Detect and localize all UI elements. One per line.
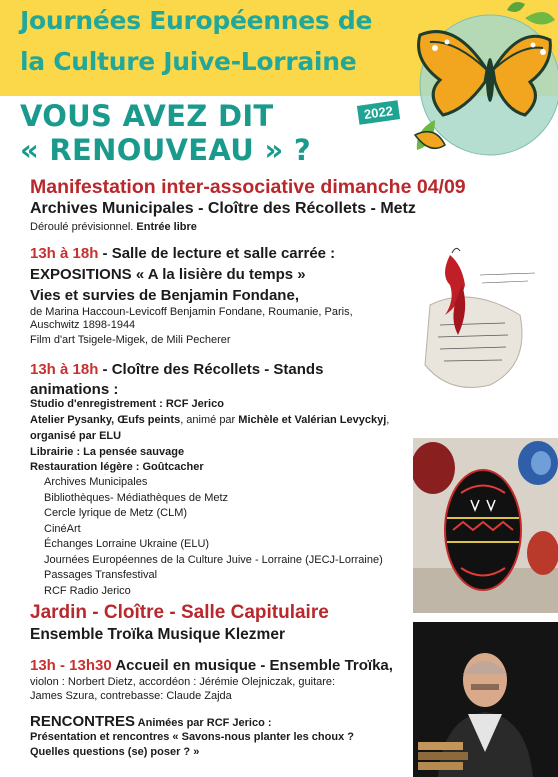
event-note [30, 221, 197, 233]
stand-list-item: Archives Municipales [44, 476, 148, 488]
event-note-bold: Entrée libre [136, 221, 197, 233]
headline-line1: VOUS AVEZ DIT [20, 99, 274, 133]
atelier-end: , [386, 414, 390, 426]
stand-list-item: Passages Transfestival [44, 569, 158, 581]
stands-restauration: Restauration légère : Goûtcacher [30, 461, 204, 473]
fondane-artwork-image [410, 245, 558, 400]
stands-organised: organisé par ELU [30, 430, 122, 442]
header-title-line1: Journées Européennes de [20, 6, 373, 35]
accueil-title: Accueil en musique - Ensemble Troïka, [111, 657, 393, 674]
stand-list-item: Bibliothèques- Médiathèques de Metz [44, 491, 229, 504]
musician-photo [413, 622, 558, 777]
jardin-title: Jardin - Cloître - Salle Capitulaire [30, 602, 329, 623]
jardin-ensemble: Ensemble Troïka Musique Klezmer [30, 626, 285, 643]
year-badge: 2022 [357, 100, 400, 125]
exhibition-film: Film d'art Tsigele-Migek, de Mili Pecherer [30, 334, 231, 346]
rencontres-line1: Présentation et rencontres « Savons-nous planter les choux ? [30, 731, 354, 743]
headline-line2: « RENOUVEAU » ? [20, 133, 312, 167]
stands-atelier [30, 414, 389, 426]
exhibition-time: 13h à 18h [30, 245, 99, 262]
event-note-plain: Déroulé prévisionnel. [30, 221, 137, 233]
stand-list-item: Journées Européennes de la Culture Juive - Lorraine (JECJ-Lorraine) [44, 553, 383, 566]
rencontres-heading [30, 713, 272, 730]
pysanky-eggs-image [413, 438, 558, 613]
stand-list-item: RCF Radio Jerico [44, 584, 131, 597]
stand-list [44, 476, 383, 600]
atelier-plain: , animé par [180, 414, 239, 426]
rencontres-label: RENCONTRES [30, 713, 136, 730]
atelier-bold1: Atelier Pysanky, Œufs peints [30, 414, 181, 426]
event-title: Manifestation inter-associative dimanche 04/09 [30, 176, 466, 198]
stand-list-item: Cercle lyrique de Metz (CLM) [44, 507, 188, 519]
exhibition-desc-line2: Auschwitz 1898-1944 [30, 319, 136, 331]
accueil-time: 13h - 13h30 [30, 657, 112, 674]
exhibition-heading [30, 245, 335, 262]
rencontres-label-rest: Animées par RCF Jerico : [135, 717, 272, 729]
stands-title-line1: - Cloître des Récollets - Stands [98, 361, 324, 378]
accueil-musicians-line2: James Szura, contrebasse: Claude Zajda [30, 690, 232, 702]
stands-studio: Studio d'enregistrement : RCF Jerico [30, 398, 224, 410]
accueil-heading [30, 657, 393, 674]
stand-list-item: CinéArt [44, 522, 81, 535]
event-location: Archives Municipales - Cloître des Récollets - Metz [30, 200, 416, 217]
stand-list-item: Échanges Lorraine Ukraine (ELU) [44, 538, 210, 550]
rencontres-line2: Quelles questions (se) poser ? » [30, 746, 200, 758]
stands-heading-line1 [30, 361, 323, 378]
exhibition-title: EXPOSITIONS « A la lisière du temps » [30, 266, 306, 283]
exhibition-desc-line1: de Marina Haccoun-Levicoff Benjamin Fondane, Roumanie, Paris, [30, 306, 353, 318]
atelier-bold2: Michèle et Valérian Levyckyj [238, 414, 387, 426]
butterfly-illustration [395, 0, 558, 170]
stands-librairie: Librairie : La pensée sauvage [30, 446, 185, 458]
exhibition-subtitle: Vies et survies de Benjamin Fondane, [30, 287, 299, 304]
header-title-line2: la Culture Juive-Lorraine [20, 47, 357, 76]
accueil-musicians-line1: violon : Norbert Dietz, accordéon : Jérémie Olejniczak, guitare: [30, 676, 336, 688]
exhibition-place: - Salle de lecture et salle carrée : [98, 245, 336, 262]
stands-title-line2: animations : [30, 381, 119, 398]
stands-time: 13h à 18h [30, 361, 99, 378]
